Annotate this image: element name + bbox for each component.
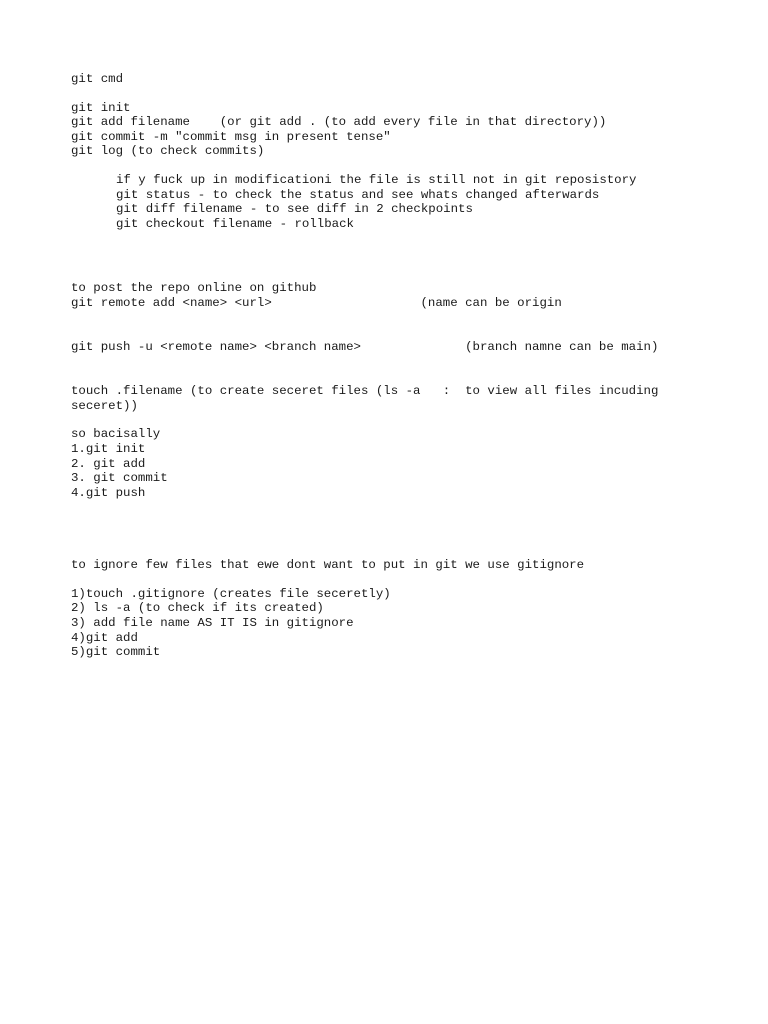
text-line: git init bbox=[71, 100, 131, 115]
spacer bbox=[71, 231, 711, 281]
spacer bbox=[71, 500, 711, 558]
text-line: seceret)) bbox=[71, 398, 138, 413]
github-block bbox=[71, 281, 711, 310]
spacer bbox=[71, 311, 711, 340]
text-line: touch .filename (to create seceret files (ls -a : to view all files incuding bbox=[71, 384, 659, 399]
spacer bbox=[71, 573, 711, 587]
list-item: 4.git push bbox=[71, 485, 146, 500]
spacer bbox=[71, 87, 711, 101]
secret-files-block bbox=[71, 384, 711, 413]
text-line: git status - to check the status and see whats changed afterwards bbox=[116, 187, 600, 202]
text-line: git add filename (or git add . (to add every file in that directory)) bbox=[71, 115, 607, 130]
modifications-block bbox=[71, 173, 711, 231]
text-line: git checkout filename - rollback bbox=[116, 216, 354, 231]
list-item: 1.git init bbox=[71, 441, 146, 456]
summary-block bbox=[71, 427, 711, 500]
text-line: to ignore few files that ewe dont want to put in git we use gitignore bbox=[71, 558, 585, 573]
list-item: 5)git commit bbox=[71, 645, 161, 660]
list-item: 4)git add bbox=[71, 630, 138, 645]
list-item: 2. git add bbox=[71, 456, 146, 471]
list-item: 1)touch .gitignore (creates file seceretly) bbox=[71, 586, 391, 601]
gitignore-steps-block bbox=[71, 587, 711, 660]
text-line: so bacisally bbox=[71, 427, 161, 442]
document-body bbox=[71, 72, 711, 660]
text-line: git remote add <name> <url> (name can be origin bbox=[71, 295, 562, 310]
text-line: git diff filename - to see diff in 2 checkpoints bbox=[116, 202, 473, 217]
list-item: 2) ls -a (to check if its created) bbox=[71, 601, 324, 616]
basic-commands-block bbox=[71, 101, 711, 159]
page-title: git cmd bbox=[71, 72, 124, 86]
spacer bbox=[71, 354, 711, 384]
text-line: git log (to check commits) bbox=[71, 144, 265, 159]
text-line: git commit -m "commit msg in present tense" bbox=[71, 129, 391, 144]
text-line: if y fuck up in modificationi the file is still not in git reposistory bbox=[116, 172, 637, 187]
text-line: to post the repo online on github bbox=[71, 281, 317, 296]
spacer bbox=[71, 159, 711, 173]
text-line: git push -u <remote name> <branch name> (branch namne can be main) bbox=[71, 339, 659, 354]
list-item: 3) add file name AS IT IS in gitignore bbox=[71, 616, 354, 631]
spacer bbox=[71, 413, 711, 427]
list-item: 3. git commit bbox=[71, 471, 168, 486]
